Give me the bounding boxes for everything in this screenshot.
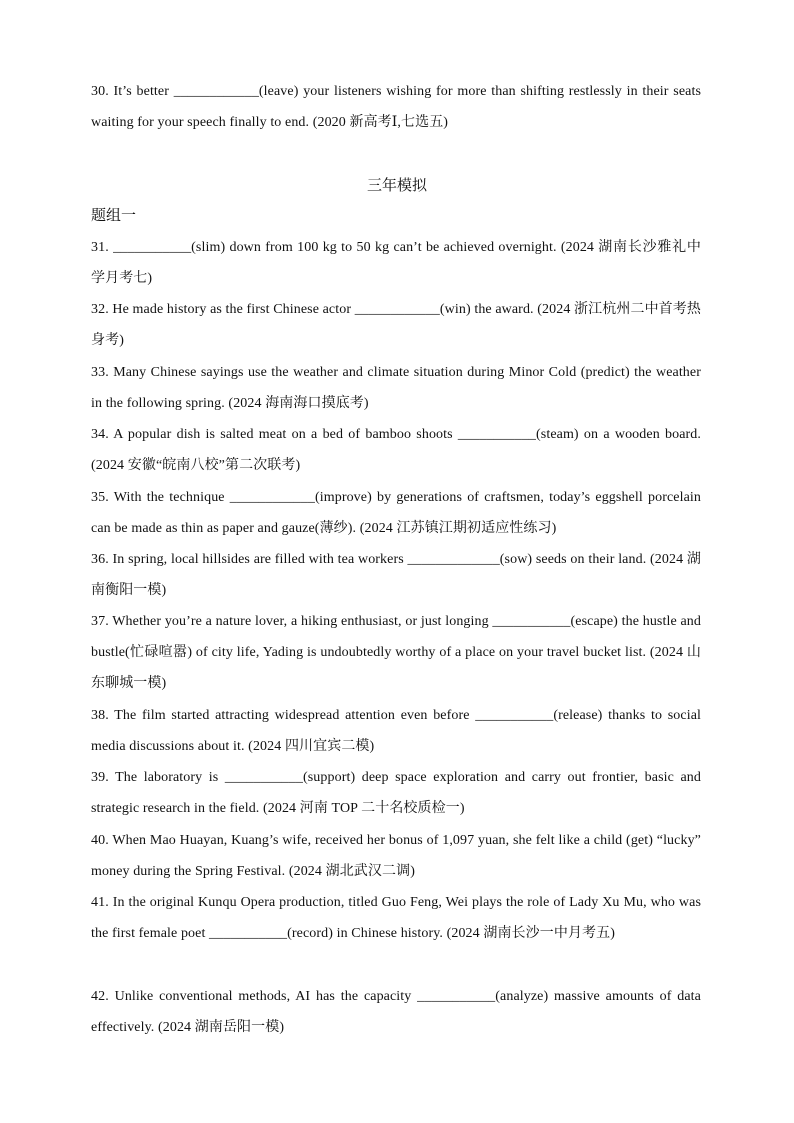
question-text: 41. In the original Kunqu Opera production, titled Guo Feng, Wei plays the role of Lady Xu Mu, who was the first female poet ___________(record) in Chinese history. (2024 湖南长沙一中月考五) [91,895,705,941]
question-text: 33. Many Chinese sayings use the weather and climate situation during Minor Cold (predict) the weather in the following spring. (2024 海南海口摸底考) [91,365,705,411]
question-text: 40. When Mao Huayan, Kuang’s wife, received her bonus of 1,097 yuan, she felt like a child (get) “lucky” money during the Spring Festival. (2024 湖北武汉二调) [91,833,705,879]
question-35 [91,482,705,544]
question-41 [91,887,705,949]
question-36 [91,544,701,606]
question-text: 30. It’s better ____________(leave) your listeners wishing for more than shifting restlessly in their seats waiting for your speech finally to end. (2020 新高考Ⅰ,七选五) [91,84,705,130]
question-42 [91,981,705,1043]
question-32 [91,294,701,356]
question-40 [91,825,705,887]
question-33 [91,357,705,419]
question-30 [91,76,705,138]
question-text: 36. In spring, local hillsides are filled with tea workers _____________(sow) seeds on their land. (2024 湖南衡阳一模) [91,552,701,598]
question-39 [91,762,705,824]
question-text: 42. Unlike conventional methods, AI has the capacity ___________(analyze) massive amounts of data effectively. (2024 湖南岳阳一模) [91,989,705,1035]
question-37 [91,606,705,699]
question-31 [91,232,701,294]
question-38 [91,700,705,762]
question-text: 32. He made history as the first Chinese actor ____________(win) the award. (2024 浙江杭州二中首考热身考) [91,302,701,348]
question-34 [91,419,705,481]
group-title: 题组一 [91,208,137,224]
question-text: 31. ___________(slim) down from 100 kg to 50 kg can’t be achieved overnight. (2024 湖南长沙雅礼中学月考七) [91,240,701,286]
question-text: 35. With the technique ____________(improve) by generations of craftsmen, today’s eggshell porcelain can be made as thin as paper and gauze(薄纱). (2024 江苏镇江期初适应性练习) [91,490,705,536]
question-text: 34. A popular dish is salted meat on a bed of bamboo shoots ___________(steam) on a wooden board. (2024 安徽“皖南八校”第二次联考) [91,427,705,473]
question-text: 38. The film started attracting widespread attention even before ___________(release) thanks to social media discussions about it. (2024 四川宜宾二模) [91,708,705,754]
question-text: 39. The laboratory is ___________(support) deep space exploration and carry out frontier, basic and strategic research in the field. (2024 河南 TOP 二十名校质检一) [91,770,705,816]
section-title: 三年模拟 [366,178,427,194]
question-text: 37. Whether you’re a nature lover, a hiking enthusiast, or just longing ___________(escape) the hustle and bustle(忙碌喧嚣) of city life, Yading is undoubtedly worthy of a place on your travel bucket list. (2024 山东聊城一模) [91,614,705,691]
